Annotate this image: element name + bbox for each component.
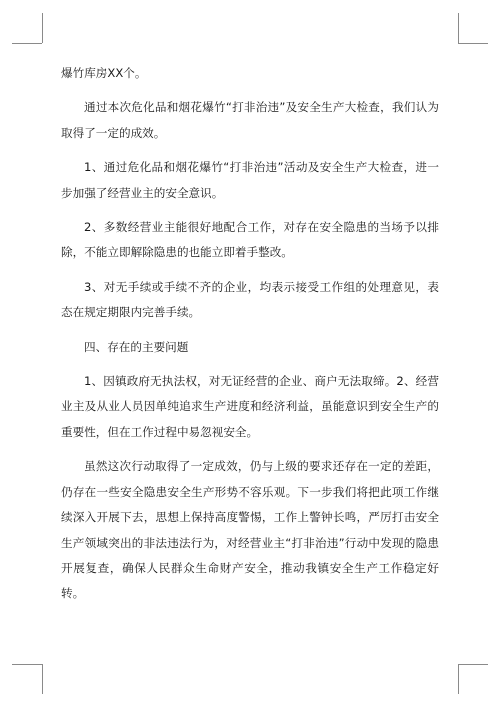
paragraph-result-2: 2、多数经营业主能很好地配合工作，对存在安全隐患的当场予以排除，不能立即解除隐患的也能立即着手整改。	[61, 220, 439, 260]
paragraph-continuation: 爆竹库房XX个。	[61, 66, 147, 80]
paragraph-problems: 1、因镇政府无执法权，对无证经营的企业、商户无法取缔。2、经营业主及从业人员因单纯追求生产进度和经济利益，虽能意识到安全生产的重要性，但在工作过程中易忽视安全。	[61, 374, 439, 439]
paragraph-result-3: 3、对无手续或手续不齐的企业，均表示接受工作组的处理意见，表态在规定期限内完善手续。	[61, 279, 439, 320]
paragraph-conclusion: 虽然这次行动取得了一定成效，仍与上级的要求还存在一定的差距，仍存在一些安全隐患安全生产形势不容乐观。下一步我们将把此项工作继续深入开展下去，思想上保持高度警惕，工作上警钟长鸣，严厉打击安全生产领域突出的非法违法行为，对经营业主“打非治违”行动中发现的隐患开展复查，确保人民群众生命财产安全，推动我镇安全生产工作稳定好转。	[61, 459, 439, 601]
paragraph-result-1: 1、通过危化品和烟花爆竹“打非治违”活动及安全生产大检查，进一步加强了经营业主的安全意识。	[61, 160, 439, 200]
document-body	[61, 61, 439, 616]
section-heading-problems: 四、存在的主要问题	[84, 339, 189, 354]
paragraph-summary: 通过本次危化品和烟花爆竹“打非治违”及安全生产大检查，我们认为取得了一定的成效。	[61, 100, 439, 140]
